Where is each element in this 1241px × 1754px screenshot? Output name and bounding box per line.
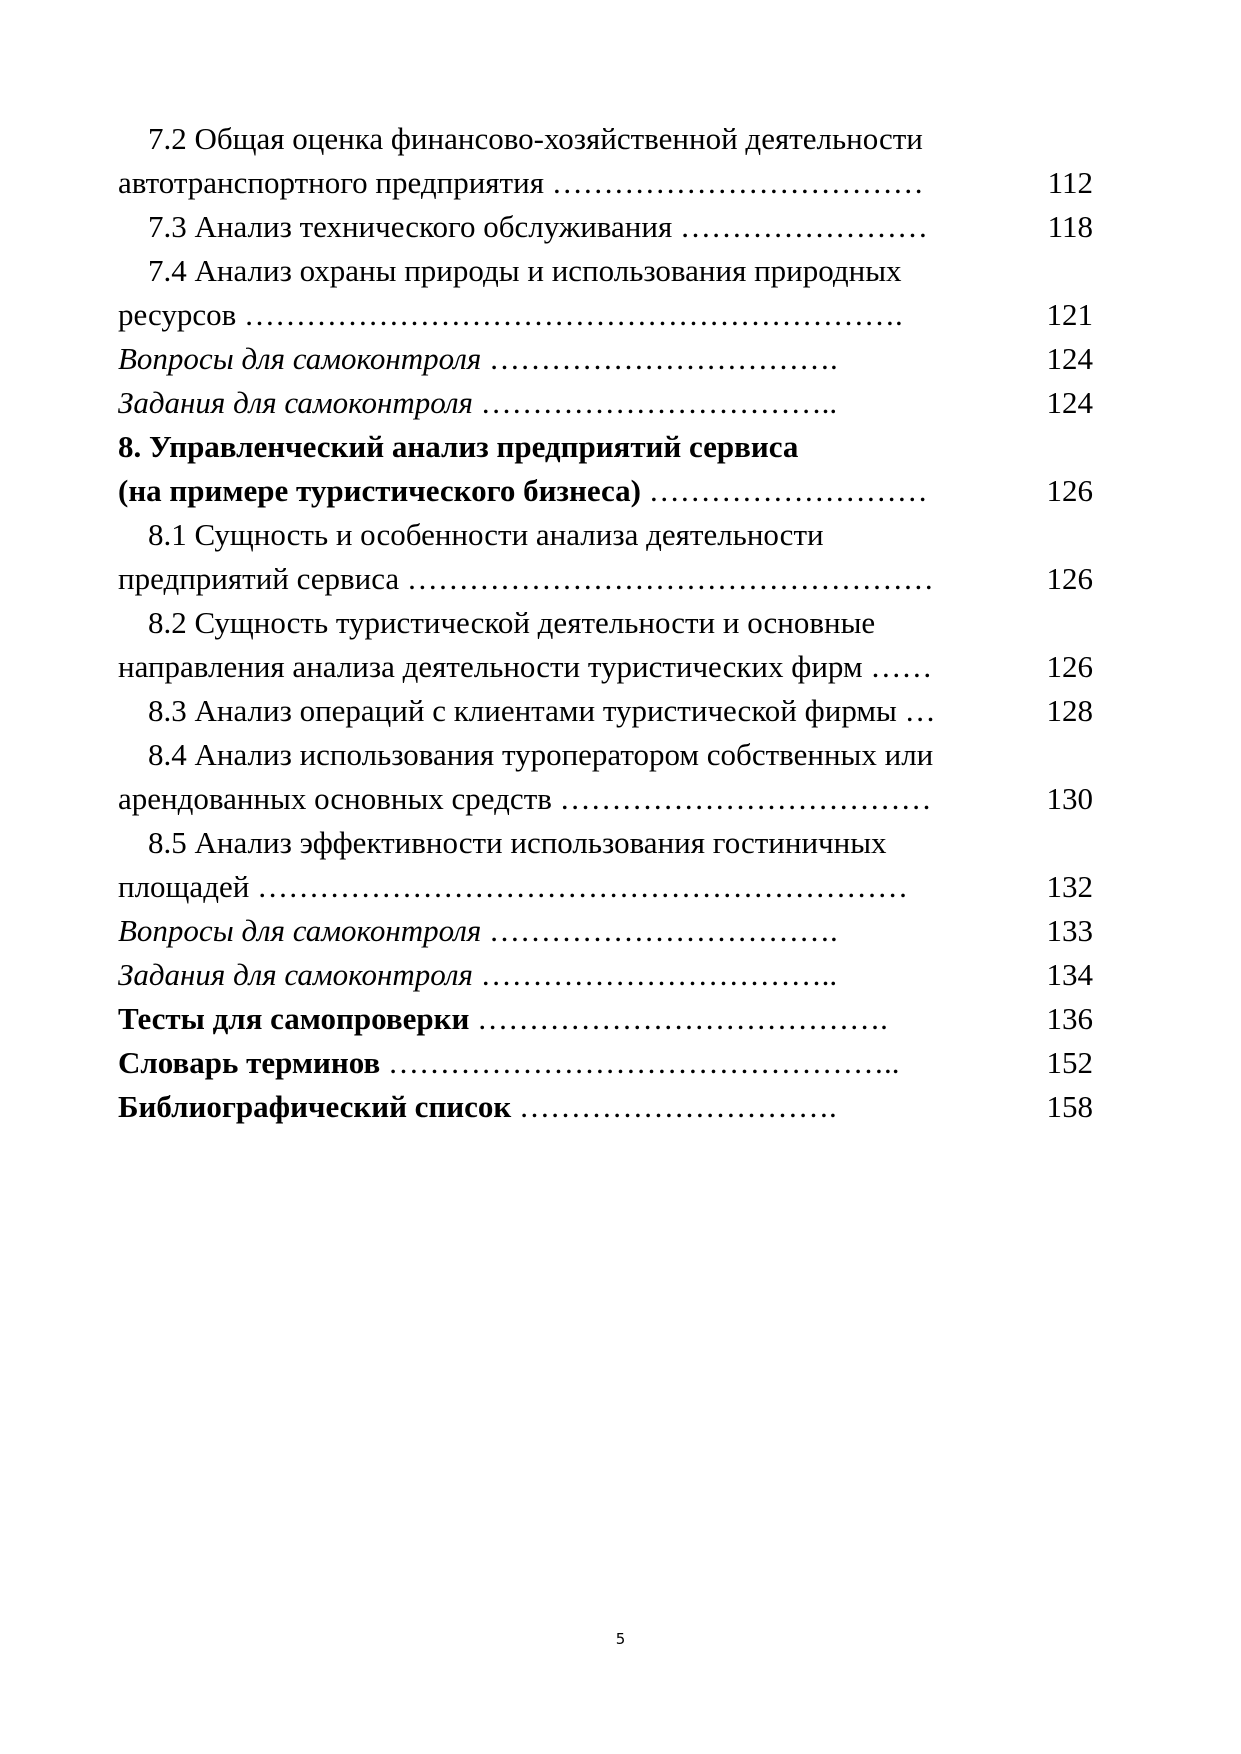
toc-entry-questions-7[interactable]: [118, 337, 1093, 381]
toc-chapter-8-page: 126: [1046, 473, 1093, 508]
leader-dots: ……………………………..: [472, 385, 838, 420]
toc-entry-tests[interactable]: [118, 997, 1093, 1041]
toc-entry-8-1-title-cont: предприятий сервиса: [118, 561, 400, 596]
toc-entry-tests-title: Тесты для самопроверки: [118, 1001, 470, 1036]
toc-entry-tests-page: 136: [1046, 1001, 1093, 1036]
toc-entry-questions-8[interactable]: [118, 909, 1093, 953]
toc-chapter-8-title-cont: (на примере туристического бизнеса): [118, 473, 641, 508]
toc-entry-7-3-page: 118: [1047, 209, 1093, 244]
leader-dots: ……………………………………………: [399, 561, 934, 596]
toc-entry-tasks-8-title: Задания для самоконтроля: [118, 957, 473, 992]
leader-dots: …………………………….: [481, 913, 838, 948]
toc-entry-8-5-title: 8.5 Анализ эффективности использования гостиничных: [148, 825, 887, 860]
toc-entry-8-1-page: 126: [1046, 561, 1093, 596]
toc-entry-7-3[interactable]: [118, 205, 1093, 249]
leader-dots: ……………………: [672, 209, 928, 244]
toc-entry-8-5-line-2[interactable]: [118, 865, 1093, 909]
leader-dots: ………………………: [640, 473, 928, 508]
toc-entry-glossary-page: 152: [1046, 1045, 1093, 1080]
toc-entry-questions-8-title: Вопросы для самоконтроля: [118, 913, 482, 948]
leader-dots: ……………………………………………………….: [236, 297, 903, 332]
leader-dots: …: [896, 693, 936, 728]
toc-entry-glossary[interactable]: [118, 1041, 1093, 1085]
toc-chapter-8-line-2[interactable]: [118, 469, 1093, 513]
toc-entry-7-2-page: 112: [1047, 165, 1093, 200]
toc-entry-bibliography-page: 158: [1046, 1089, 1093, 1124]
toc-entry-8-3[interactable]: [118, 689, 1093, 733]
toc-entry-8-4-title-cont: арендованных основных средств: [118, 781, 552, 816]
leader-dots: ………………………………: [551, 781, 932, 816]
toc-entry-8-2-title-cont: направления анализа деятельности туристических фирм: [118, 649, 863, 684]
toc-entry-8-5-title-cont: площадей: [118, 869, 250, 904]
leader-dots: ……: [862, 649, 933, 684]
toc-entry-8-4-line-1: [118, 733, 1093, 777]
toc-entry-8-4-title: 8.4 Анализ использования туроператором собственных или: [148, 737, 934, 772]
toc-entry-8-3-page: 128: [1046, 693, 1093, 728]
toc-entry-tasks-8-page: 134: [1046, 957, 1093, 992]
toc-entry-7-2-line-1: [118, 117, 1093, 161]
toc-entry-7-4-line-2[interactable]: [118, 293, 1093, 337]
toc-entry-8-2-title: 8.2 Сущность туристической деятельности и основные: [148, 605, 876, 640]
toc-entry-8-2-page: 126: [1046, 649, 1093, 684]
toc-chapter-8-line-1: [118, 425, 1093, 469]
toc-entry-tasks-7-title: Задания для самоконтроля: [118, 385, 473, 420]
toc-entry-7-2-title-cont: автотранспортного предприятия: [118, 165, 544, 200]
toc-entry-questions-7-title: Вопросы для самоконтроля: [118, 341, 482, 376]
leader-dots: ………………………………: [543, 165, 924, 200]
toc-entry-8-1-title: 8.1 Сущность и особенности анализа деятельности: [148, 517, 824, 552]
leader-dots: ……………………………..: [472, 957, 838, 992]
toc-entry-7-2-line-2[interactable]: [118, 161, 1093, 205]
toc-entry-8-5-page: 132: [1046, 869, 1093, 904]
toc-entry-7-4-line-1: [118, 249, 1093, 293]
leader-dots: …………………………………………..: [380, 1045, 900, 1080]
toc-entry-8-1-line-1: [118, 513, 1093, 557]
toc-entry-questions-8-page: 133: [1046, 913, 1093, 948]
toc-chapter-8-title: 8. Управленческий анализ предприятий сервиса: [118, 429, 799, 464]
leader-dots: ………………………….: [511, 1089, 837, 1124]
toc-entry-7-2-title: 7.2 Общая оценка финансово-хозяйственной деятельности: [148, 121, 923, 156]
toc-entry-8-5-line-1: [118, 821, 1093, 865]
toc-entry-tasks-8[interactable]: [118, 953, 1093, 997]
leader-dots: …………………………….: [481, 341, 838, 376]
toc-entry-tasks-7[interactable]: [118, 381, 1093, 425]
toc-entry-8-2-line-2[interactable]: [118, 645, 1093, 689]
toc-entry-7-3-title: 7.3 Анализ технического обслуживания: [148, 209, 673, 244]
toc-entry-7-4-page: 121: [1046, 297, 1093, 332]
toc-entry-8-4-page: 130: [1046, 781, 1093, 816]
toc-entry-bibliography[interactable]: [118, 1085, 1093, 1129]
toc-entry-questions-7-page: 124: [1046, 341, 1093, 376]
toc-entry-bibliography-title: Библиографический список: [118, 1089, 512, 1124]
leader-dots: ………………………………………………………: [249, 869, 909, 904]
toc-entry-8-3-title: 8.3 Анализ операций с клиентами туристической фирмы: [148, 693, 897, 728]
toc-entry-8-1-line-2[interactable]: [118, 557, 1093, 601]
toc-entry-glossary-title: Словарь терминов: [118, 1045, 381, 1080]
toc-entry-tasks-7-page: 124: [1046, 385, 1093, 420]
page-number: 5: [615, 1630, 626, 1648]
toc-entry-7-4-title: 7.4 Анализ охраны природы и использования природных: [148, 253, 902, 288]
toc-entry-7-4-title-cont: ресурсов: [118, 297, 237, 332]
toc-entry-8-4-line-2[interactable]: [118, 777, 1093, 821]
leader-dots: ………………………………….: [469, 1001, 888, 1036]
table-of-contents: [118, 117, 1093, 1129]
toc-entry-8-2-line-1: [118, 601, 1093, 645]
